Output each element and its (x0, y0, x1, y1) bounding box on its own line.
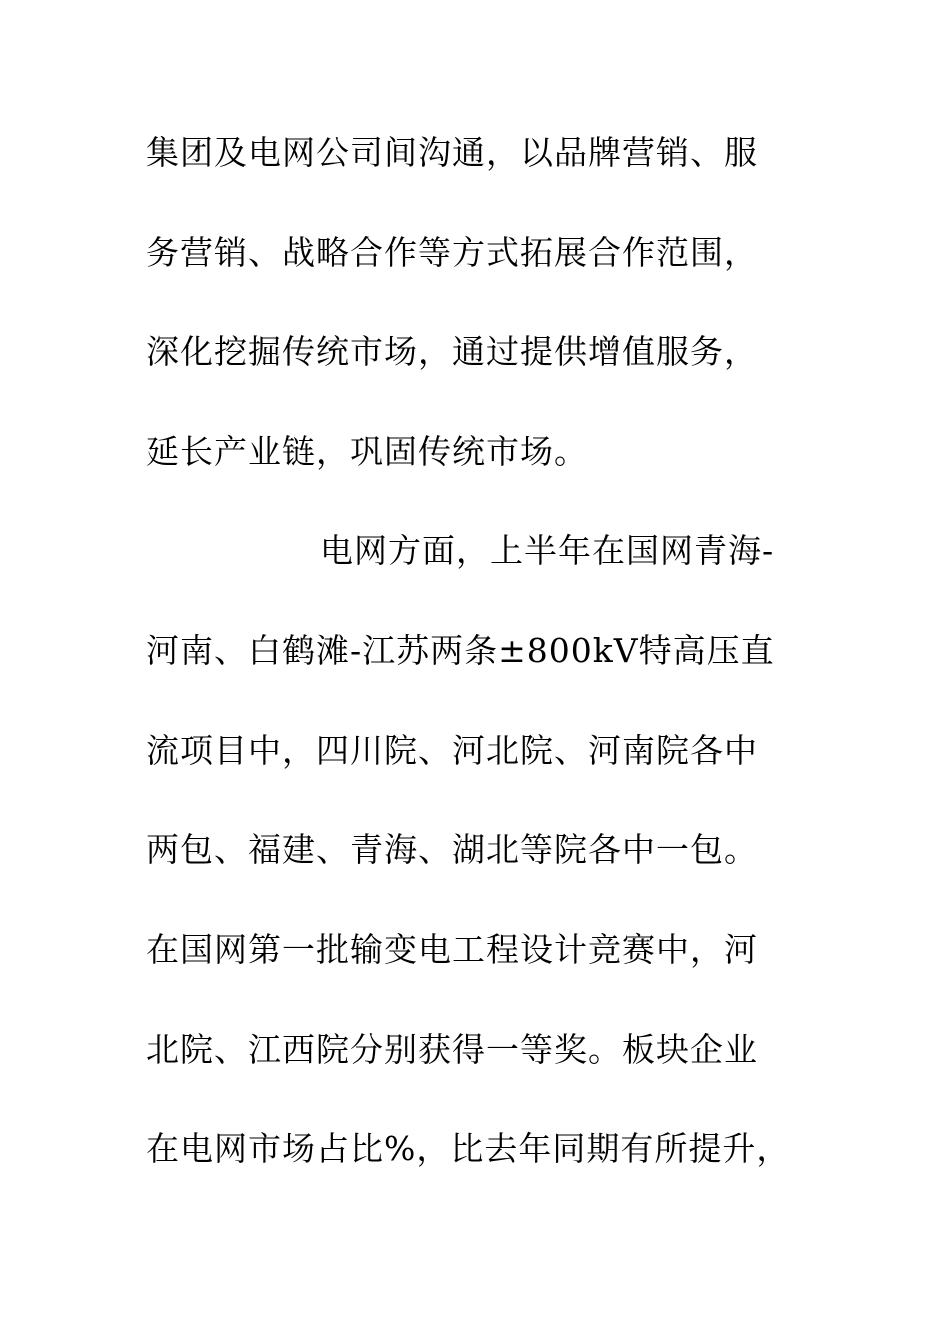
body-text-line-6: 河南、白鹤滩-江苏两条±800kV特高压直 (146, 631, 775, 670)
body-text-line-11: 在电网市场占比%，比去年同期有所提升， (146, 1129, 791, 1168)
body-text-line-4: 延长产业链，巩固传统市场。 (146, 432, 588, 471)
body-text-line-2: 务营销、战略合作等方式拓展合作范围， (146, 233, 758, 272)
body-text-line-8: 两包、福建、青海、湖北等院各中一包。 (146, 830, 758, 869)
body-text-line-10: 北院、江西院分别获得一等奖。板块企业 (146, 1030, 758, 1069)
body-text-line-1: 集团及电网公司间沟通，以品牌营销、服 (146, 133, 758, 172)
body-text-line-3: 深化挖掘传统市场，通过提供增值服务， (146, 332, 758, 371)
body-text-line-9: 在国网第一批输变电工程设计竞赛中，河 (146, 930, 758, 969)
body-text-line-7: 流项目中，四川院、河北院、河南院各中 (146, 731, 758, 770)
paragraph-start-line: 电网方面，上半年在国网青海- (320, 531, 775, 570)
